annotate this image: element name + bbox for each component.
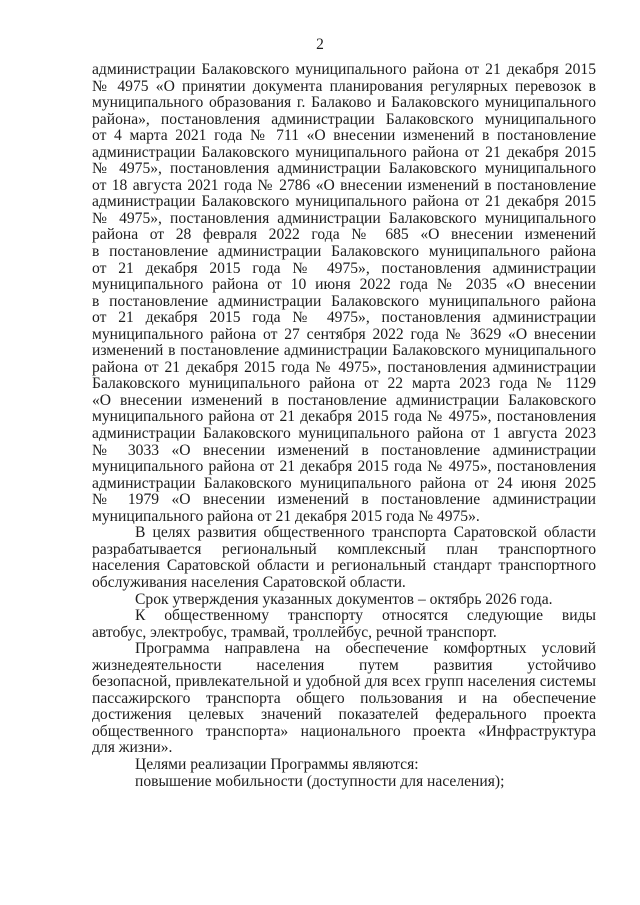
text-line: администрации Балаковского муниципального района от 21 декабря 2015 xyxy=(92,62,596,78)
text-line: муниципального района от 21 декабря 2015 года № 4975», постановления xyxy=(92,409,596,426)
text-line: жизнедеятельности населения путем развития устойчиво xyxy=(92,657,596,674)
text-line: К общественному транспорту относятся следующие виды xyxy=(135,608,596,625)
text-line: района от 28 февраля 2022 года № 685 «О внесении изменений xyxy=(92,227,596,244)
text-line: администрации Балаковского муниципального района от 1 августа 2023 xyxy=(92,426,596,443)
paragraph xyxy=(92,525,596,591)
text-line: № 4975», постановления администрации Балаковского муниципального xyxy=(92,161,596,178)
paragraph xyxy=(92,608,596,641)
text-line: автобус, электробус, трамвай, троллейбус, речной транспорт. xyxy=(92,624,497,641)
text-line: № 4975», постановления администрации Балаковского муниципального xyxy=(92,210,596,227)
text-line: Целями реализации Программы являются: xyxy=(135,756,419,773)
paragraph xyxy=(92,757,596,774)
text-line: в постановление администрации Балаковского муниципального района xyxy=(92,293,596,310)
paragraph xyxy=(92,774,596,791)
text-line: муниципального района от 27 сентября 2022 года № 3629 «О внесении xyxy=(92,326,596,343)
text-line: изменений в постановление администрации Балаковского муниципального xyxy=(92,343,596,360)
text-line: администрации Балаковского муниципального района от 21 декабря 2015 xyxy=(92,144,596,161)
text-line: пассажирского транспорта общего пользования и на обеспечение xyxy=(92,690,596,707)
text-line: обслуживания населения Саратовской области. xyxy=(92,574,406,591)
text-line: Срок утверждения указанных документов – октябрь 2026 года. xyxy=(135,591,553,608)
text-line: достижения целевых значений показателей федерального проекта xyxy=(92,707,596,724)
text-line: муниципального образования г. Балаково и Балаковского муниципального xyxy=(92,95,596,112)
paragraph xyxy=(92,592,596,609)
text-line: администрации Балаковского муниципального района от 21 декабря 2015 xyxy=(92,194,596,211)
text-line: разрабатывается региональный комплексный план транспортного xyxy=(92,541,596,558)
text-line: повышение мобильности (доступности для населения); xyxy=(135,773,505,790)
text-line: Программа направлена на обеспечение комфортных условий xyxy=(135,641,596,658)
text-line: района», постановления администрации Балаковского муниципального xyxy=(92,111,596,128)
text-line: муниципального района от 21 декабря 2015 года № 4975». xyxy=(92,508,480,525)
text-line: № 1979 «О внесении изменений в постановление администрации xyxy=(92,492,596,509)
paragraph xyxy=(92,641,596,757)
document-body xyxy=(92,62,596,790)
text-line: от 21 декабря 2015 года № 4975», постановления администрации xyxy=(92,260,596,277)
text-line: № 4975 «О принятии документа планирования регулярных перевозок в xyxy=(92,78,596,95)
text-line: В целях развития общественного транспорта Саратовской области xyxy=(135,525,596,542)
text-line: для жизни». xyxy=(92,740,173,757)
page-number: 2 xyxy=(316,36,324,53)
text-line: муниципального района от 10 июня 2022 года № 2035 «О внесении xyxy=(92,277,596,294)
text-line: от 4 марта 2021 года № 711 «О внесении изменений в постановление xyxy=(92,128,596,145)
text-line: муниципального района от 21 декабря 2015 года № 4975», постановления xyxy=(92,459,596,476)
text-line: № 3033 «О внесении изменений в постановление администрации xyxy=(92,442,596,459)
text-line: района от 21 декабря 2015 года № 4975», постановления администрации xyxy=(92,359,596,376)
text-line: администрации Балаковского муниципального района от 24 июня 2025 xyxy=(92,475,596,492)
text-line: «О внесении изменений в постановление администрации Балаковского xyxy=(92,392,596,409)
text-line: от 21 декабря 2015 года № 4975», постановления администрации xyxy=(92,310,596,327)
text-line: населения Саратовской области и региональный стандарт транспортного xyxy=(92,558,596,575)
text-line: Балаковского муниципального района от 22 марта 2023 года № 1129 xyxy=(92,376,596,393)
text-line: от 18 августа 2021 года № 2786 «О внесении изменений в постановление xyxy=(92,177,596,194)
text-line: общественного транспорта» национального проекта «Инфраструктура xyxy=(92,723,596,740)
paragraph xyxy=(92,62,596,525)
text-line: в постановление администрации Балаковского муниципального района xyxy=(92,244,596,261)
text-line: безопасной, привлекательной и удобной для всех групп населения системы xyxy=(92,674,596,691)
